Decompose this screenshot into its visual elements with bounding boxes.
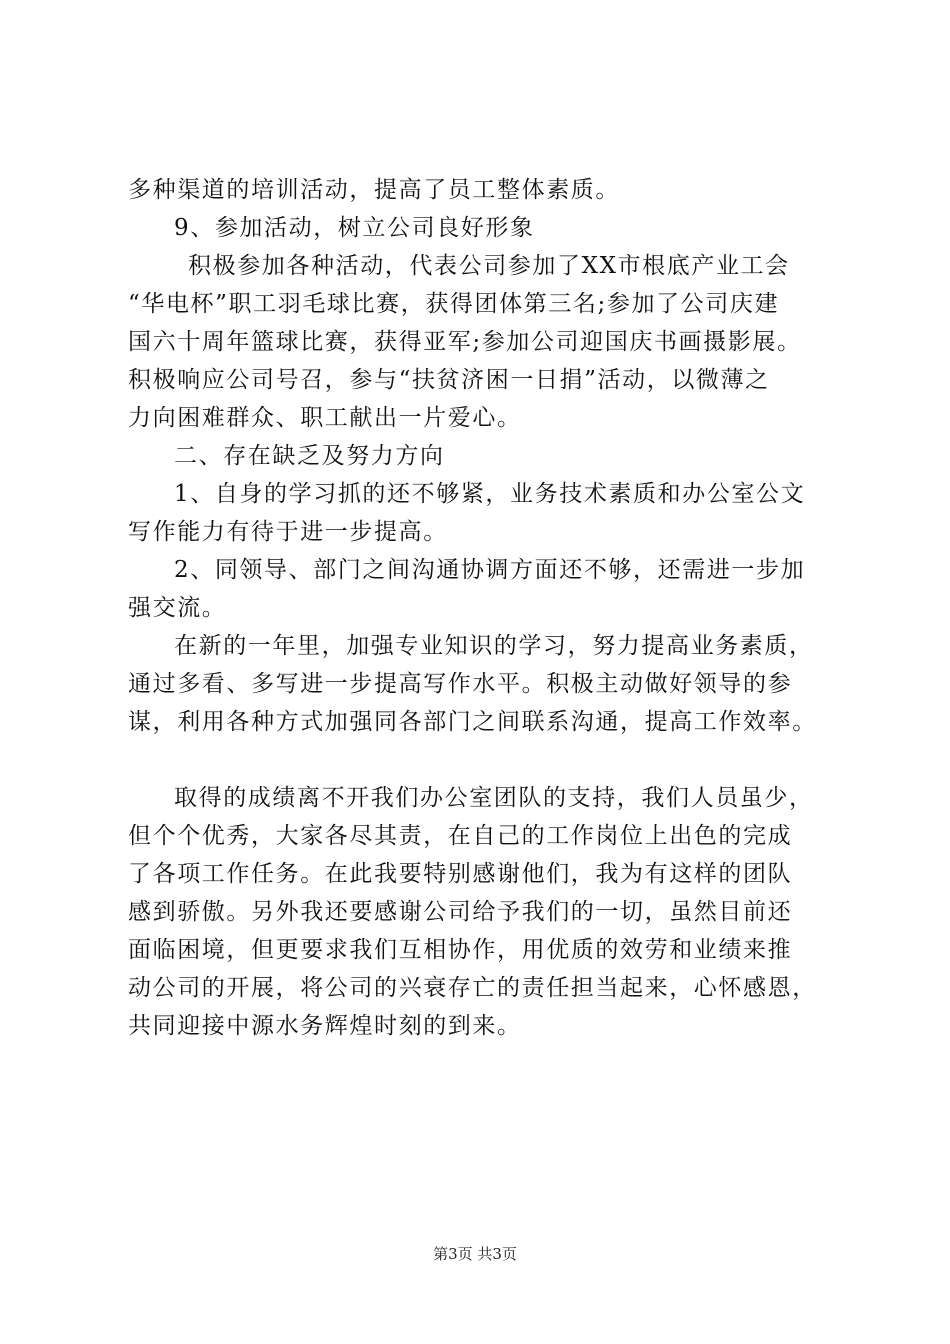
section-heading: 二、存在缺乏及努力方向 xyxy=(174,443,445,469)
paragraph-first-line: 1、自身的学习抓的还不够紧，业务技术素质和办公室公文 xyxy=(174,481,806,507)
paragraph-first-line: 积极参加各种活动，代表公司参加了XX市根底产业工会 xyxy=(188,253,790,279)
paragraph-first-line: 2、同领导、部门之间沟通协调方面还不够，还需进一步加 xyxy=(174,557,806,583)
text-line: 动公司的开展，将公司的兴衰存亡的责任担当起来，心怀感恩， xyxy=(128,975,817,1001)
section-heading: 9、参加活动，树立公司良好形象 xyxy=(174,215,535,241)
text-line: 多种渠道的培训活动，提高了员工整体素质。 xyxy=(128,177,620,203)
text-line: 通过多看、多写进一步提高写作水平。积极主动做好领导的参 xyxy=(128,671,793,697)
text-line: 强交流。 xyxy=(128,595,227,621)
text-line: 谋，利用各种方式加强同各部门之间联系沟通，提高工作效率。 xyxy=(128,709,817,735)
text-line: 但个个优秀，大家各尽其责，在自己的工作岗位上出色的完成 xyxy=(128,823,793,849)
text-line: 面临困境，但更要求我们互相协作，用优质的效劳和业绩来推 xyxy=(128,937,793,963)
text-line: 感到骄傲。另外我还要感谢公司给予我们的一切，虽然目前还 xyxy=(128,899,793,925)
paragraph-first-line: 取得的成绩离不开我们办公室团队的支持，我们人员虽少， xyxy=(174,785,814,811)
text-line: 积极响应公司号召，参与“扶贫济困一日捐”活动，以微薄之 xyxy=(128,367,770,393)
text-line: 写作能力有待于进一步提高。 xyxy=(128,519,448,545)
paragraph-first-line: 在新的一年里，加强专业知识的学习，努力提高业务素质， xyxy=(174,633,814,659)
page-number-footer: 第3页 共3页 xyxy=(433,1245,517,1263)
text-line: 力向困难群众、职工献出一片爱心。 xyxy=(128,405,522,431)
text-line: 共同迎接中源水务辉煌时刻的到来。 xyxy=(128,1013,522,1039)
text-line: “华电杯”职工羽毛球比赛，获得团体第三名;参加了公司庆建 xyxy=(128,291,780,317)
text-line: 国六十周年篮球比赛，获得亚军;参加公司迎国庆书画摄影展。 xyxy=(128,329,802,355)
text-line: 了各项工作任务。在此我要特别感谢他们，我为有这样的团队 xyxy=(128,861,793,887)
